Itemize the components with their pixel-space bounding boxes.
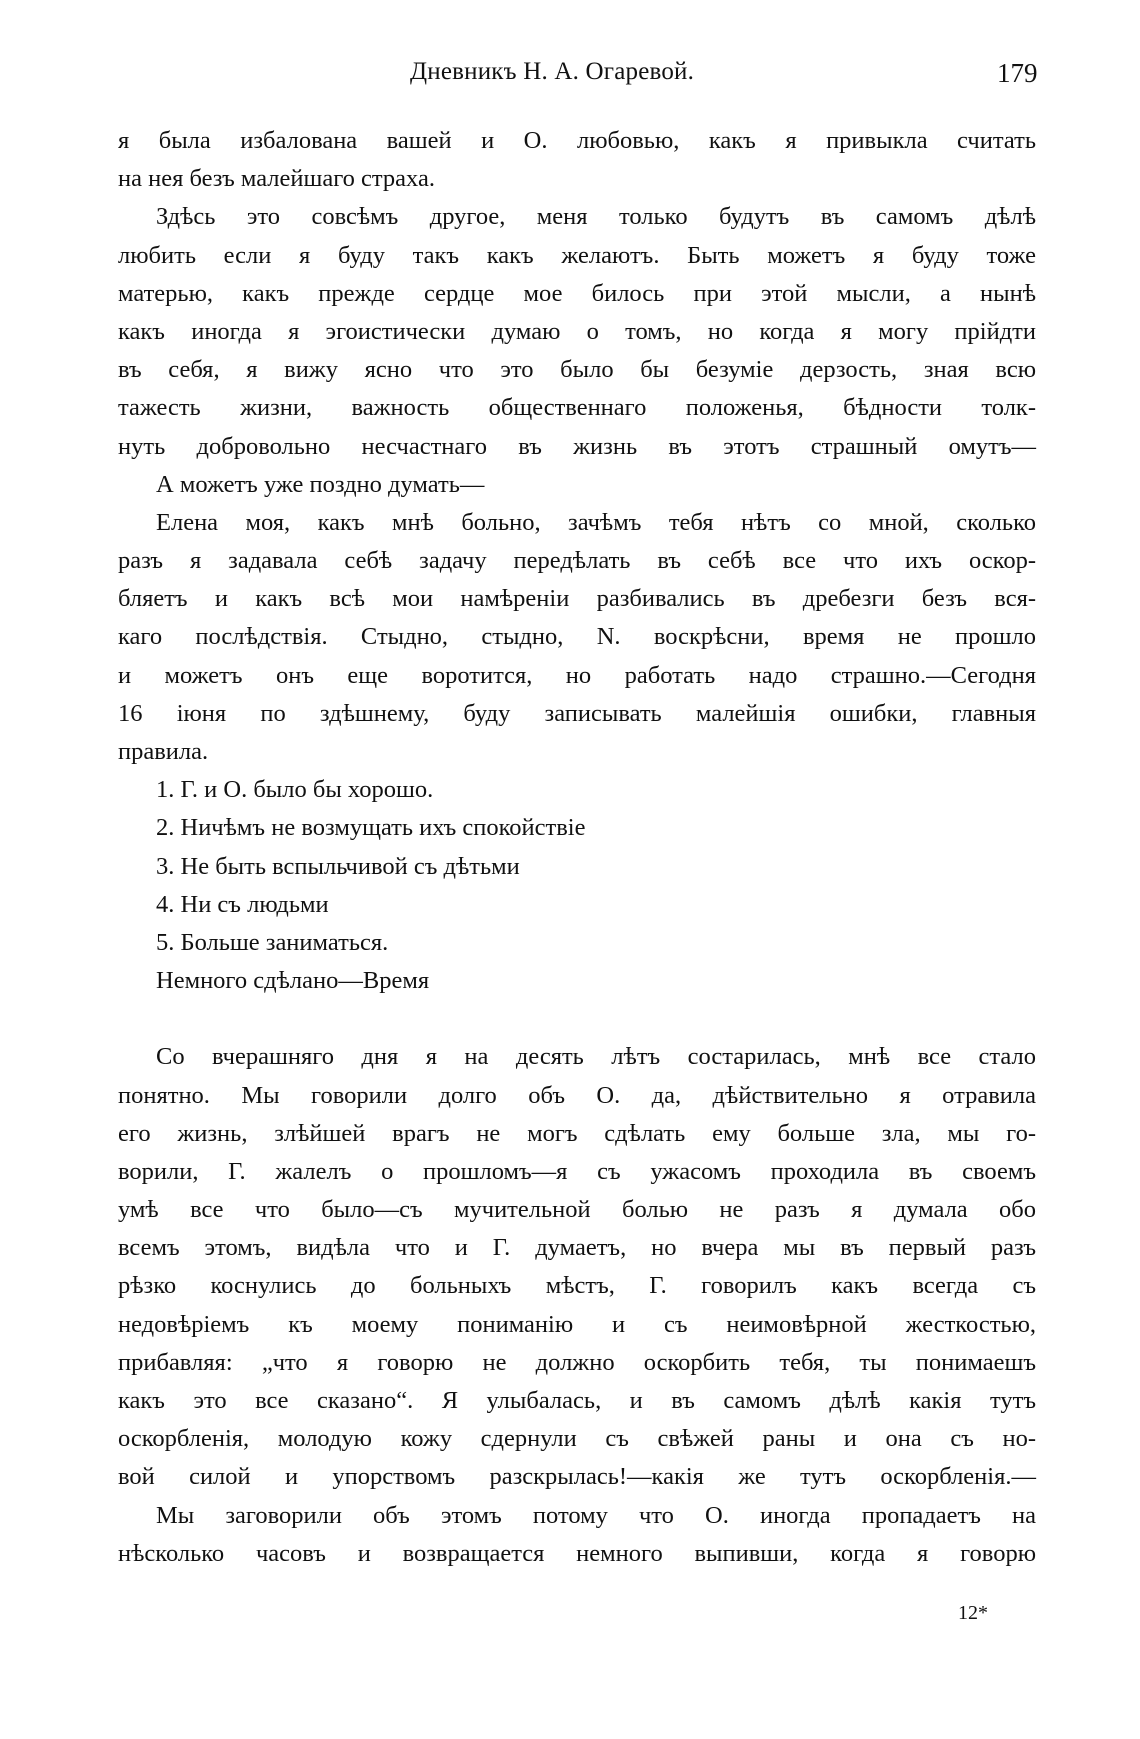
closing-line: Немного сдѣлано—Время bbox=[156, 967, 430, 995]
text-line: и можетъ онъ еще воротится, но работать надо страшно.—Сегодня bbox=[118, 661, 1036, 689]
text-line: умѣ все что было—съ мучительной болью не разъ я думала обо bbox=[118, 1196, 1036, 1224]
text-line: разъ я задавала себѣ задачу передѣлать въ себѣ все что ихъ оскор- bbox=[118, 547, 1036, 575]
text-line: я была избалована вашей и О. любовью, какъ я привыкла считать bbox=[118, 127, 1036, 154]
text-line: 16 іюня по здѣшнему, буду записывать малейшія ошибки, главныя bbox=[118, 699, 1036, 727]
text-line: тажесть жизни, важность общественнаго положенья, бѣдности толк- bbox=[118, 394, 1036, 422]
running-title: Дневникъ Н. А. Огаревой. bbox=[410, 58, 695, 85]
text-line: прибавляя: „что я говорю не должно оскорбить тебя, ты понимаешъ bbox=[118, 1348, 1036, 1376]
text-line: всемъ этомъ, видѣла что и Г. думаетъ, но вчера мы въ первый разъ bbox=[118, 1234, 1036, 1262]
rules-list bbox=[118, 771, 1036, 1000]
text-line: нѣсколько часовъ и возвращается немного выпивши, когда я говорю bbox=[118, 1539, 1036, 1567]
text-line: понятно. Мы говорили долго объ О. да, дѣйствительно я отравила bbox=[118, 1081, 1036, 1109]
list-item: 4. Ни съ людьми bbox=[156, 890, 329, 918]
list-item: 2. Ничѣмъ не возмущать ихъ спокойствіе bbox=[156, 814, 586, 842]
signature-mark: 12* bbox=[958, 1602, 988, 1624]
page-number: 179 bbox=[997, 58, 1038, 88]
paragraph bbox=[118, 1038, 1036, 1496]
paragraph bbox=[118, 504, 1036, 771]
running-header bbox=[0, 58, 1140, 98]
text-line: какъ это все сказано“. Я улыбалась, и въ самомъ дѣлѣ какія тутъ bbox=[118, 1387, 1036, 1414]
text-line: вой силой и упорствомъ разскрылась!—какія же тутъ оскорбленія.— bbox=[118, 1463, 1036, 1491]
text-line: каго послѣдствія. Стыдно, стыдно, N. воскрѣсни, время не прошло bbox=[118, 623, 1036, 651]
text-line: Мы заговорили объ этомъ потому что О. иногда пропадаетъ на bbox=[156, 1501, 1036, 1529]
section-gap bbox=[118, 1000, 1036, 1038]
text-line: ворили, Г. жалелъ о прошломъ—я съ ужасомъ проходила въ своемъ bbox=[118, 1157, 1036, 1185]
text-line: правила. bbox=[118, 738, 209, 765]
text-line: Елена моя, какъ мнѣ больно, зачѣмъ тебя нѣтъ со мной, сколько bbox=[156, 508, 1036, 536]
text-line: Со вчерашняго дня я на десять лѣтъ состарилась, мнѣ все стало bbox=[156, 1043, 1036, 1071]
paragraph bbox=[118, 1497, 1036, 1573]
list-item: 3. Не быть вспыльчивой съ дѣтьми bbox=[156, 852, 520, 880]
list-item: 5. Больше заниматься. bbox=[156, 928, 389, 956]
paragraph bbox=[118, 466, 1036, 504]
text-line: какъ иногда я эгоистически думаю о томъ, но когда я могу прійдти bbox=[118, 317, 1036, 345]
page-body bbox=[118, 122, 1036, 1573]
text-line: любить если я буду такъ какъ желаютъ. Быть можетъ я буду тоже bbox=[118, 241, 1036, 269]
list-item: 1. Г. и О. было бы хорошо. bbox=[156, 776, 434, 804]
text-line: нуть добровольно несчастнаго въ жизнь въ этотъ страшный омутъ— bbox=[118, 432, 1036, 460]
text-line: Здѣсь это совсѣмъ другое, меня только будутъ въ самомъ дѣлѣ bbox=[156, 203, 1036, 231]
text-line: его жизнь, злѣйшей врагъ не могъ сдѣлать ему больше зла, мы го- bbox=[118, 1119, 1036, 1147]
paragraph bbox=[118, 122, 1036, 198]
text-line: А можетъ уже поздно думать— bbox=[156, 470, 485, 498]
text-line: въ себя, я вижу ясно что это было бы безуміе дерзость, зная всю bbox=[118, 356, 1036, 384]
paragraph bbox=[118, 198, 1036, 465]
text-line: матерью, какъ прежде сердце мое билось при этой мысли, а нынѣ bbox=[118, 279, 1036, 307]
text-line: недовѣріемъ къ моему пониманію и съ неимовѣрной жесткостью, bbox=[118, 1310, 1036, 1338]
text-line: на нея безъ малейшаго страха. bbox=[118, 165, 435, 193]
text-line: оскорбленія, молодую кожу сдернули съ свѣжей раны и она съ но- bbox=[118, 1425, 1036, 1453]
text-line: бляетъ и какъ всѣ мои намѣреніи разбивались въ дребезги безъ вся- bbox=[118, 585, 1036, 613]
text-line: рѣзко коснулись до больныхъ мѣстъ, Г. говорилъ какъ всегда съ bbox=[118, 1272, 1036, 1300]
